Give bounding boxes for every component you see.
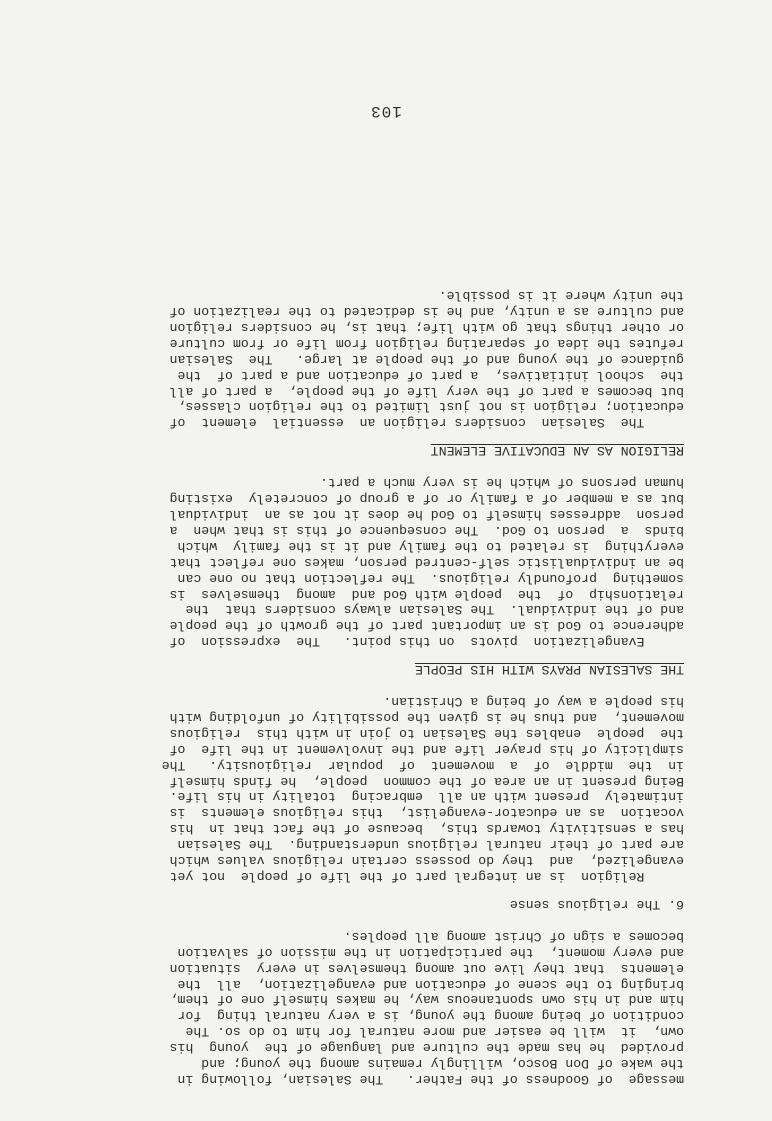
text-line: condition of being among the young, is a very natural thing for	[177, 1008, 684, 1024]
text-line: and every moment, the participation in the mission of salvation	[177, 944, 684, 960]
text-line: adherence to God is an important part of the growth of the people	[169, 618, 684, 634]
text-line: the people enables the Salesian to join in with this religious	[169, 725, 684, 741]
text-line: movement, and thus he is given the possibility of unfolding with	[169, 709, 684, 725]
text-line: person addresses himself to God he does it not as an individual	[169, 507, 684, 522]
text-line: own, it will be easier and more natural for him to do so. The	[185, 1024, 684, 1040]
text-line: be an individualistic self-centred person, makes one reflect that	[169, 554, 684, 570]
page-number: 103	[370, 102, 402, 120]
text-line: Being present in an area of the common people, he finds himself	[169, 773, 684, 789]
text-line: vocation as an educator-evangelist, this religious elements is	[169, 805, 684, 821]
text-line: the school initiatives, a part of education and a part of the	[177, 367, 684, 383]
text-line: simplicity of his prayer life and the involvement in the life of	[169, 741, 684, 757]
text-line: something profoundly religious. The reflection that no one can	[177, 570, 684, 586]
text-line: evangelized, and they do possess certain religious values which	[169, 853, 684, 869]
text-line: everything is related to the family and it is the family which	[177, 538, 684, 554]
text-line: but becomes a part of the very life of the people, a part of all	[169, 383, 684, 399]
text-line: but as a member of a family or of a group of concretely existing	[169, 491, 684, 507]
text-line: intimately present with an all embracing totality in his life.	[169, 789, 684, 805]
text-line: provided he has made the culture and language of the young his	[169, 1040, 684, 1056]
text-line: refutes the idea of separating religion from life or from culture	[169, 335, 684, 351]
prays-paragraph	[78, 474, 684, 649]
text-line: message of Goodness of the Father. The Salesian, following in	[177, 1072, 684, 1087]
text-line: him and in his own spontaneous way, he makes himself one of them,	[169, 992, 684, 1008]
text-line: bringing to the scene of education and evangelization, all the	[177, 976, 684, 992]
text-line: education; religion is not just limited to the religion classes,	[177, 399, 684, 415]
text-line: Religion is an integral part of the life of people not yet	[169, 869, 684, 885]
text-line: or other things that go with life; that is, he considers religion	[169, 319, 684, 335]
religious-sense-paragraph	[78, 693, 684, 884]
text-line: has a sensitivity towards this, because of the fact that in his	[169, 821, 684, 837]
text-line: binds a person to God. The consequence of this is that when a	[169, 522, 684, 538]
text-line: elements that they live out among themselves in every situation	[169, 960, 684, 976]
intro-paragraph	[78, 928, 684, 1087]
text-line: guidance of the young and of the people at large. The Salesian	[169, 351, 684, 367]
text-line: human persons of which he is very much a part.	[319, 475, 684, 491]
text-line: the wake of Don Bosco, willingly remains among the young; and	[201, 1056, 684, 1072]
text-line: in the middle of a movement of popular religiousity. The	[161, 757, 684, 773]
text-line: The Salesian considers religion an essential element of	[169, 415, 684, 431]
subsection-heading: RELIGION AS AN EDUCATIVE ELEMENT	[430, 443, 684, 459]
text-line: the unity where it is possible.	[438, 288, 684, 304]
text-line: Evangelization pivots on this point. The expression of	[169, 634, 684, 650]
subsection-heading: THE SALESIAN PRAYS WITH HIS PEOPLE	[414, 662, 684, 678]
text-line: are part of their natural religious understanding. The Salesian	[177, 837, 684, 853]
text-line: becomes a sign of Christ among all peoples.	[343, 928, 684, 944]
religion-paragraph	[78, 287, 684, 430]
section-heading: 6. The religious sense	[509, 896, 684, 912]
text-line: his people a way of being a Christian.	[383, 694, 684, 710]
text-line: relationship of the people with God and among themselves is	[169, 586, 684, 602]
text-line: and culture as a unity, and he is dedicated to the realization of	[169, 304, 684, 320]
text-line: and of the individual. The Salesian always considers that the	[185, 602, 684, 618]
